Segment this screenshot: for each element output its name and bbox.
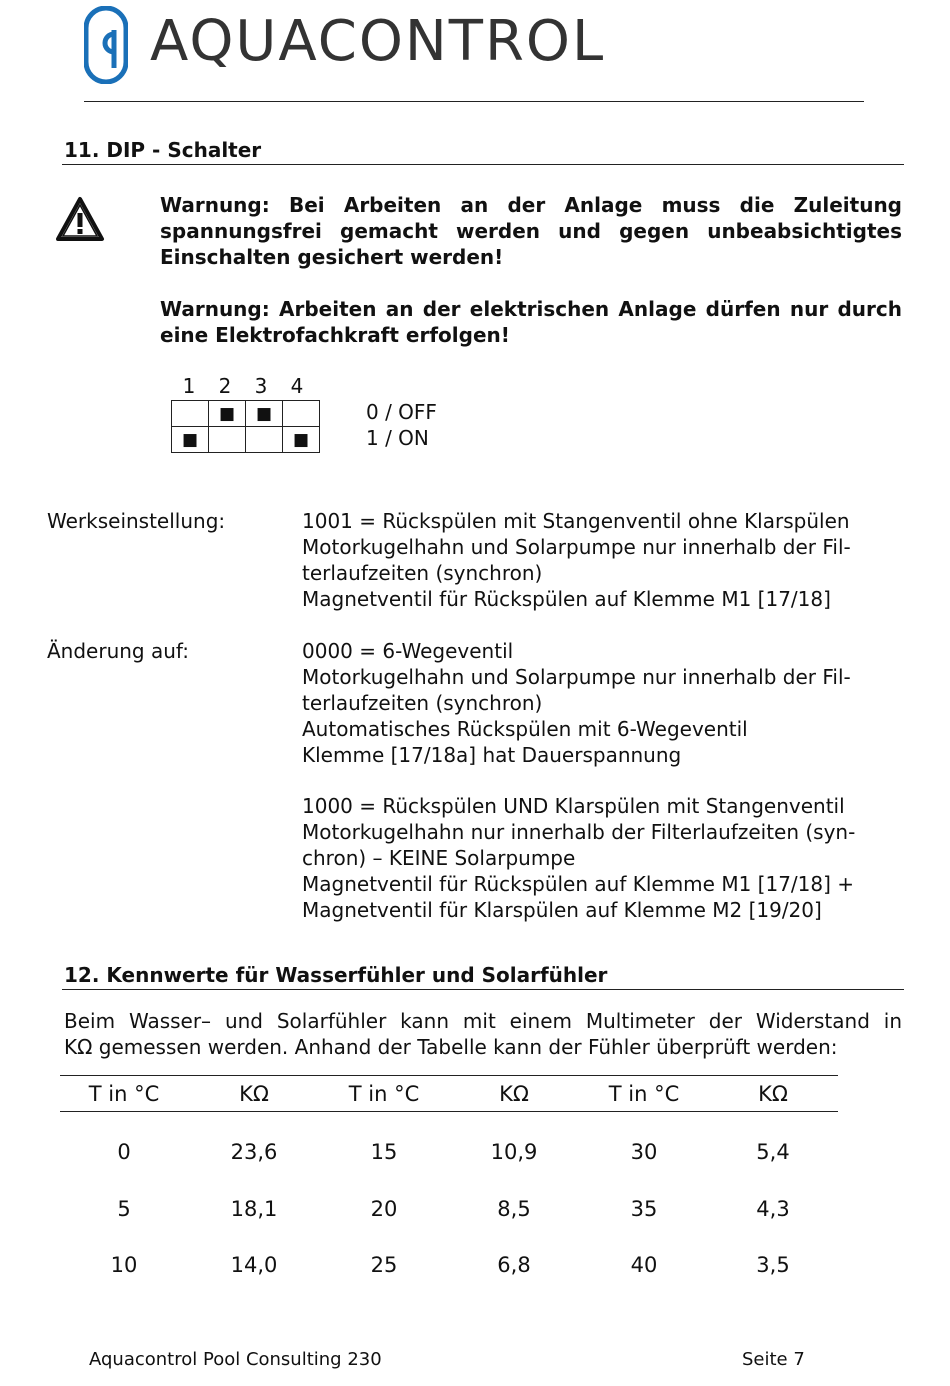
description-line: terlaufzeiten (synchron) xyxy=(302,561,543,585)
dip-cell xyxy=(172,401,209,427)
table-row xyxy=(60,1140,838,1164)
table-top-rule xyxy=(60,1075,838,1076)
table-cell: 18,1 xyxy=(230,1197,278,1221)
description-line: Magnetventil für Klarspülen auf Klemme M2 [19/20] xyxy=(302,898,822,922)
table-cell: 8,5 xyxy=(497,1197,531,1221)
dip-switch-diagram xyxy=(171,374,323,453)
dip-number: 4 xyxy=(290,374,304,398)
description-line: Motorkugelhahn und Solarpumpe nur innerhalb der Fil- xyxy=(302,665,851,689)
table-cell: 20 xyxy=(370,1197,398,1221)
description-line: 0000 = 6-Wegeventil xyxy=(302,639,514,663)
description-line: Motorkugelhahn nur innerhalb der Filterlaufzeiten (syn- xyxy=(302,820,856,844)
warning-text-2: Warnung: Arbeiten an der elektrischen Anlage dürfen nur durch eine Elektrofachkraft erfolgen! xyxy=(160,297,902,347)
dip-row-off xyxy=(172,401,320,427)
table-cell: 5,4 xyxy=(756,1140,790,1164)
description-line: 1001 = Rückspülen mit Stangenventil ohne Klarspülen xyxy=(302,509,850,533)
header-divider xyxy=(84,101,864,102)
dip-cell: ■ xyxy=(283,427,320,453)
dip-switch-numbers xyxy=(171,374,323,400)
dip-cell xyxy=(246,427,283,453)
table-row xyxy=(60,1253,838,1277)
footer-page-number: Seite 7 xyxy=(742,1349,805,1370)
dip-number: 3 xyxy=(254,374,268,398)
dip-row-on xyxy=(172,427,320,453)
table-cell: 0 xyxy=(117,1140,131,1164)
section-12-intro xyxy=(64,1008,902,1060)
table-cell: 14,0 xyxy=(230,1253,278,1277)
column-header: KΩ xyxy=(239,1082,269,1106)
description-line: Magnetventil für Rückspülen auf Klemme M1 [17/18] + xyxy=(302,872,855,896)
dip-cell xyxy=(209,427,246,453)
table-cell: 10,9 xyxy=(490,1140,538,1164)
table-header-rule xyxy=(60,1111,838,1112)
description-line: Klemme [17/18a] hat Dauerspannung xyxy=(302,743,682,767)
dip-switch-grid xyxy=(171,400,320,453)
table-row xyxy=(60,1197,838,1221)
change-to-label: Änderung auf: xyxy=(47,639,189,663)
description-line: chron) – KEINE Solarpumpe xyxy=(302,846,576,870)
description-line: Magnetventil für Rückspülen auf Klemme M1 [17/18] xyxy=(302,587,831,611)
section-12-divider xyxy=(62,989,904,990)
section-11-divider xyxy=(62,164,904,165)
factory-setting-label: Werkseinstellung: xyxy=(47,509,226,533)
description-line: Motorkugelhahn und Solarpumpe nur innerhalb der Fil- xyxy=(302,535,851,559)
dip-legend-off: 0 / OFF xyxy=(366,400,437,424)
dip-number: 2 xyxy=(218,374,232,398)
dip-cell xyxy=(283,401,320,427)
description-line: terlaufzeiten (synchron) xyxy=(302,691,543,715)
dip-cell: ■ xyxy=(246,401,283,427)
intro-line: Beim Wasser– und Solarfühler kann mit einem Multimeter der Widerstand in xyxy=(64,1009,902,1033)
table-cell: 25 xyxy=(370,1253,398,1277)
brand-name: AQUACONTROL xyxy=(150,9,606,74)
dip-cell: ■ xyxy=(172,427,209,453)
table-cell: 6,8 xyxy=(497,1253,531,1277)
warning-text-1: Warnung: Bei Arbeiten an der Anlage muss die Zuleitung spannungsfrei gemacht werden und gegen unbeabsichtigtes Einschalten gesichert werden! xyxy=(160,193,902,269)
table-cell: 35 xyxy=(630,1197,658,1221)
column-header: T in °C xyxy=(348,1082,420,1106)
section-11-title: 11. DIP - Schalter xyxy=(64,138,262,162)
dip-cell: ■ xyxy=(209,401,246,427)
change-option-1000 xyxy=(302,793,855,923)
sensor-table-header xyxy=(60,1081,838,1109)
column-header: KΩ xyxy=(758,1082,788,1106)
column-header: T in °C xyxy=(608,1082,680,1106)
table-cell: 5 xyxy=(117,1197,131,1221)
dip-number: 1 xyxy=(182,374,196,398)
table-cell: 15 xyxy=(370,1140,398,1164)
column-header: KΩ xyxy=(499,1082,529,1106)
section-12-title: 12. Kennwerte für Wasserfühler und Solarfühler xyxy=(64,963,608,987)
intro-line: KΩ gemessen werden. Anhand der Tabelle kann der Fühler überprüft werden: xyxy=(64,1035,838,1059)
table-cell: 4,3 xyxy=(756,1197,790,1221)
warning-icon xyxy=(55,196,105,246)
table-cell: 30 xyxy=(630,1140,658,1164)
table-cell: 23,6 xyxy=(230,1140,278,1164)
footer-company: Aquacontrol Pool Consulting 230 xyxy=(89,1349,382,1370)
table-cell: 40 xyxy=(630,1253,658,1277)
description-line: Automatisches Rückspülen mit 6-Wegeventil xyxy=(302,717,748,741)
table-cell: 10 xyxy=(110,1253,138,1277)
dip-legend-on: 1 / ON xyxy=(366,426,429,450)
factory-setting-description xyxy=(302,508,851,612)
column-header: T in °C xyxy=(88,1082,160,1106)
change-option-0000 xyxy=(302,638,851,768)
table-cell: 3,5 xyxy=(756,1253,790,1277)
logo-mark xyxy=(84,6,128,88)
description-line: 1000 = Rückspülen UND Klarspülen mit Stangenventil xyxy=(302,794,845,818)
